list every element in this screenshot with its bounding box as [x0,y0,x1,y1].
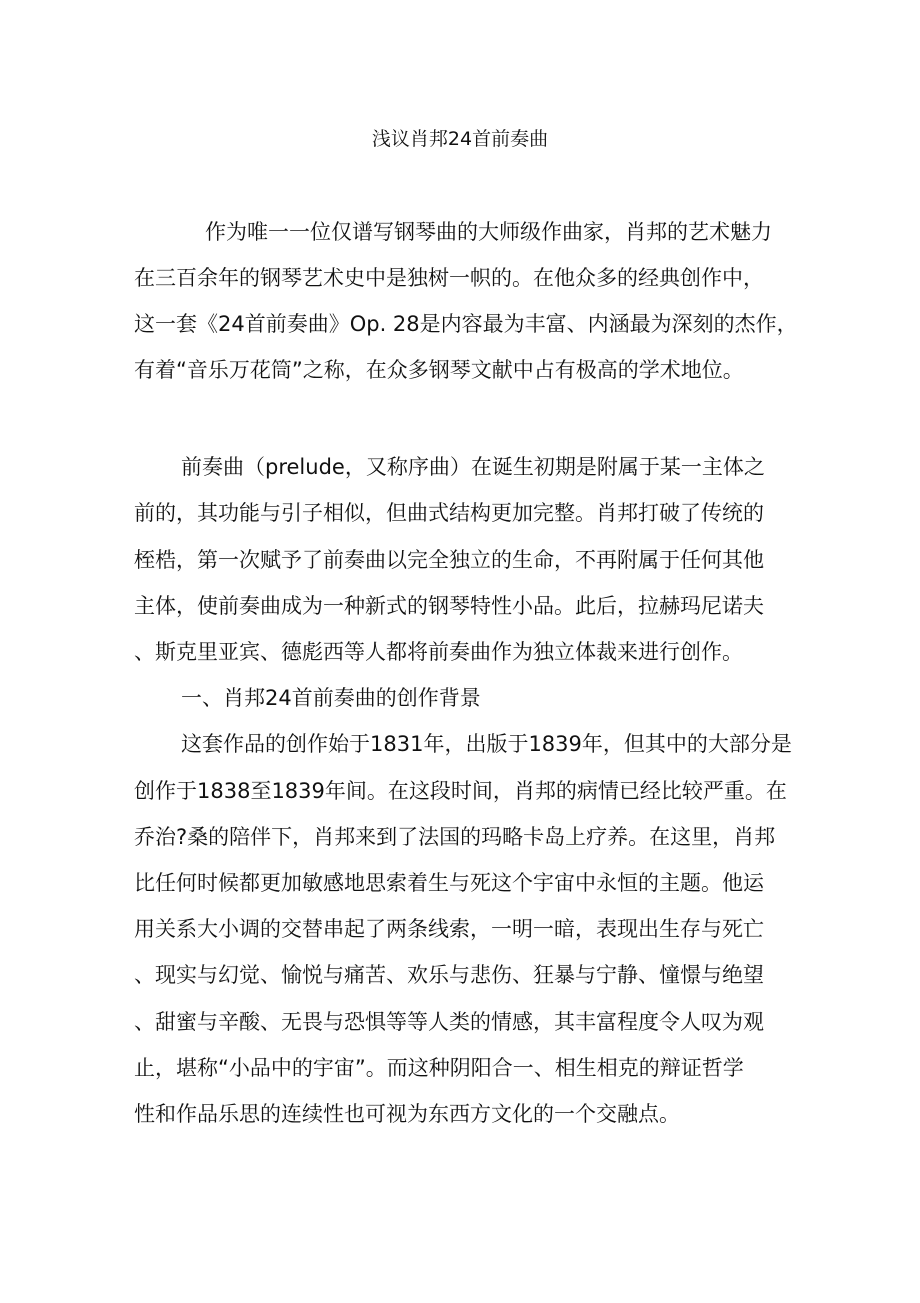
paragraph-line: 比任何时候都更加敏感地思索着生与死这个宇宙中永恒的主题。他运 [134,871,764,895]
paragraph-line: 用关系大小调的交替串起了两条线索，一明一暗，表现出生存与死亡 [134,917,764,941]
document-title: 浅议肖邦24首前奏曲 [371,128,549,150]
paragraph-line: 创作于1838至1839年间。在这段时间，肖邦的病情已经比较严重。在 [134,779,787,803]
paragraph-line: 桎梏，第一次赋予了前奏曲以完全独立的生命，不再附属于任何其他 [134,548,764,572]
paragraph-line: 这一套《24首前奏曲》Op. 28是内容最为丰富、内涵最为深刻的杰作， [134,312,798,336]
section-heading: 一、肖邦24首前奏曲的创作背景 [181,686,481,710]
paragraph-line: 、斯克里亚宾、德彪西等人都将前奏曲作为独立体裁来进行创作。 [134,640,743,664]
paragraph-line: 主体，使前奏曲成为一种新式的钢琴特性小品。此后，拉赫玛尼诺夫 [134,594,764,618]
paragraph-line: 乔治?桑的陪伴下，肖邦来到了法国的玛略卡岛上疗养。在这里，肖邦 [134,825,776,849]
paragraph-line: 止，堪称“小品中的宇宙”。而这种阴阳合一、相生相克的辩证哲学 [134,1056,744,1080]
paragraph-line: 这套作品的创作始于1831年，出版于1839年，但其中的大部分是 [181,732,792,756]
paragraph-line: 、甜蜜与辛酸、无畏与恐惧等等人类的情感，其丰富程度令人叹为观 [134,1010,764,1034]
paragraph-line: 前奏曲（prelude，又称序曲）在诞生初期是附属于某一主体之 [181,455,765,479]
paragraph-line: 前的，其功能与引子相似，但曲式结构更加完整。肖邦打破了传统的 [134,501,764,525]
paragraph-line: 有着“音乐万花筒”之称，在众多钢琴文献中占有极高的学术地位。 [134,358,744,382]
paragraph-line: 在三百余年的钢琴艺术史中是独树一帜的。在他众多的经典创作中， [134,266,764,290]
paragraph-line: 性和作品乐思的连续性也可视为东西方文化的一个交融点。 [134,1102,680,1126]
paragraph-line: 作为唯一一位仅谱写钢琴曲的大师级作曲家，肖邦的艺术魅力 [205,220,772,244]
paragraph-line: 、现实与幻觉、愉悦与痛苦、欢乐与悲伤、狂暴与宁静、憧憬与绝望 [134,963,764,987]
